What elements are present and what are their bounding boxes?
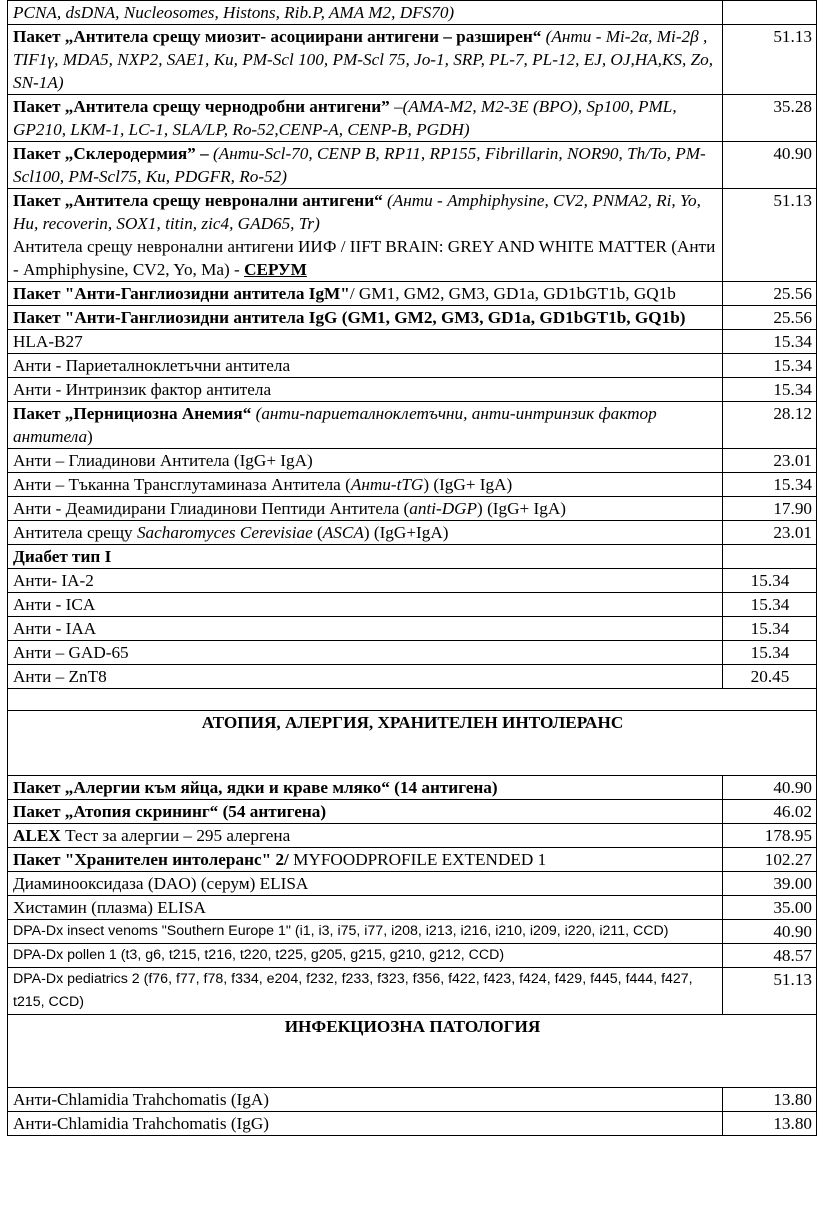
table-row: [8, 776, 817, 800]
text-part: ALEX: [13, 826, 61, 845]
text-part: Анти - Деамидирани Глиадинови Пептиди Антитела (: [13, 499, 410, 518]
text-part: Пакет "Хранителен интолеранс" 2/: [13, 850, 289, 869]
row-text: [8, 497, 723, 521]
table-row: [8, 378, 817, 402]
package-detail: / GM1, GM2, GM3, GD1a, GD1bGT1b, GQ1b: [349, 284, 676, 303]
table-row: [8, 944, 817, 968]
text-part: ) (IgG+ IgA): [477, 499, 566, 518]
row-price: [723, 1, 817, 25]
row-text: Диаминооксидаза (DAO) (серум) ELISA: [8, 872, 723, 896]
row-price: 17.90: [723, 497, 817, 521]
package-detail: –(AMA-M2, M2-3E (BPO), Sp100, PML, GP210, LKM-1, LC-1, SLA/LP, Ro-52,CENP-A, CENP-B, PGDH): [13, 97, 677, 139]
row-text: [8, 824, 723, 848]
spacer-cell: [8, 689, 817, 711]
row-text: PCNA, dsDNA, Nucleosomes, Histons, Rib.P, AMA M2, DFS70): [8, 1, 723, 25]
row-price: 20.45: [723, 665, 817, 689]
group-heading: Диабет тип I: [8, 545, 723, 569]
table-row: [8, 306, 817, 330]
row-text: [8, 95, 723, 142]
table-row: [8, 497, 817, 521]
row-text: HLA-B27: [8, 330, 723, 354]
row-price: 15.34: [723, 569, 817, 593]
table-row: [8, 282, 817, 306]
row-price: 51.13: [723, 189, 817, 282]
row-text: Анти - IAA: [8, 617, 723, 641]
table-row: [8, 617, 817, 641]
row-text: [8, 282, 723, 306]
row-text: Пакет „Алергии към яйца, ядки и краве мляко“ (14 антигена): [8, 776, 723, 800]
row-price: 46.02: [723, 800, 817, 824]
row-text: [8, 189, 723, 282]
row-text: [8, 521, 723, 545]
table-row: [8, 473, 817, 497]
text-part: ASCA: [322, 523, 364, 542]
row-price: 15.34: [723, 617, 817, 641]
row-text: [8, 25, 723, 95]
table-row: [8, 872, 817, 896]
row-text: Анти – ZnT8: [8, 665, 723, 689]
row-text: Анти - Париеталноклетъчни антитела: [8, 354, 723, 378]
row-price: 48.57: [723, 944, 817, 968]
row-text: [8, 473, 723, 497]
row-price: 39.00: [723, 872, 817, 896]
row-price: 13.80: [723, 1088, 817, 1112]
package-detail: (Анти - Mi-2α, Mi-2β , TIF1γ, MDA5, NXP2, SAE1, Ku, PM-Scl 100, PM-Scl 75, Jo-1, SRP, PL-7, PL-12, EJ, OJ,HA,KS, Zo, SN-1A): [13, 27, 714, 92]
package-detail-close: ): [87, 427, 93, 446]
row-price: 23.01: [723, 449, 817, 473]
package-title: Пакет „Пернициозна Анемия“: [13, 404, 252, 423]
text-part: Анти-tTG: [350, 475, 424, 494]
text-part: Анти – Тъканна Трансглутаминаза Антитела (: [13, 475, 351, 494]
row-price: 25.56: [723, 282, 817, 306]
row-price: 102.27: [723, 848, 817, 872]
table-row: [8, 1088, 817, 1112]
table-row: [8, 95, 817, 142]
row-price: 15.34: [723, 378, 817, 402]
table-row: [8, 521, 817, 545]
text-part: Антитела срещу: [13, 523, 137, 542]
section-row: [8, 711, 817, 776]
row-price: 13.80: [723, 1112, 817, 1136]
table-row: [8, 824, 817, 848]
row-price: 178.95: [723, 824, 817, 848]
table-row: [8, 968, 817, 1015]
table-row: [8, 354, 817, 378]
row-price: 51.13: [723, 968, 817, 1015]
row-price: 15.34: [723, 473, 817, 497]
section-row: [8, 1015, 817, 1088]
table-row: [8, 800, 817, 824]
table-row: [8, 1112, 817, 1136]
row-price: 15.34: [723, 593, 817, 617]
row-text: DPA-Dx pollen 1 (t3, g6, t215, t216, t220, t225, g205, g215, g210, g212, CCD): [8, 944, 723, 968]
row-price: 23.01: [723, 521, 817, 545]
package-title: Пакет „Антитела срещу миозит- асоциирани антигени – разширен“: [13, 27, 542, 46]
table-row: [8, 25, 817, 95]
row-text: [8, 402, 723, 449]
text-part: ) (IgG+IgA): [363, 523, 449, 542]
table-row: [8, 449, 817, 473]
row-text: Анти - ICA: [8, 593, 723, 617]
row-price: 40.90: [723, 776, 817, 800]
row-text: Хистамин (плазма) ELISA: [8, 896, 723, 920]
package-detail: (Анти-Scl-70, CENP B, RP11, RP155, Fibrillarin, NOR90, Th/To, PM-Scl100, PM-Scl75, Ku, PDGFR, Ro-52): [13, 144, 706, 186]
row-text: Пакет „Атопия скрининг“ (54 антигена): [8, 800, 723, 824]
package-title: Пакет „Антитела срещу чернодробни антигени”: [13, 97, 390, 116]
row-price: 15.34: [723, 330, 817, 354]
row-price: [723, 545, 817, 569]
text-part: (: [312, 523, 323, 542]
row-price: 15.34: [723, 354, 817, 378]
row-price: 40.90: [723, 920, 817, 944]
table-row: [8, 896, 817, 920]
table-row: [8, 569, 817, 593]
row-text: Анти-Chlamidia Trahchomatis (IgG): [8, 1112, 723, 1136]
text-part: ) (IgG+ IgA): [423, 475, 513, 494]
spacer-row: [8, 689, 817, 711]
row-text: DPA-Dx pediatrics 2 (f76, f77, f78, f334, e204, f232, f233, f323, f356, f422, f423, f424, f429, f445, f444, f427, t215, CCD): [8, 968, 723, 1015]
package-title: Пакет „Антитела срещу невронални антигени“: [13, 191, 383, 210]
table-row: [8, 848, 817, 872]
package-detail: (Анти - Amphiphysine, CV2, PNMA2, Ri, Yo, Hu, recoverin, SOX1, titin, zic4, GAD65, Tr): [13, 191, 701, 233]
row-price: 28.12: [723, 402, 817, 449]
price-table: [7, 0, 817, 1136]
text-part: anti-DGP: [409, 499, 478, 518]
row-price: 40.90: [723, 142, 817, 189]
table-row: [8, 142, 817, 189]
row-text: DPA-Dx insect venoms "Southern Europe 1" (i1, i3, i75, i77, i208, i213, i216, i210, i209, i220, i211, CCD): [8, 920, 723, 944]
table-row: [8, 665, 817, 689]
table-row: [8, 593, 817, 617]
row-text: Анти – Глиадинови Антитела (IgG+ IgA): [8, 449, 723, 473]
table-row: [8, 920, 817, 944]
row-price: 35.00: [723, 896, 817, 920]
text-part: Тест за алергии – 295 алергена: [60, 826, 291, 845]
row-text: Пакет "Анти-Ганглиозидни антитела IgG (GM1, GM2, GM3, GD1a, GD1bGT1b, GQ1b): [8, 306, 723, 330]
table-row: [8, 330, 817, 354]
row-text: Анти - Интринзик фактор антитела: [8, 378, 723, 402]
package-title: Пакет "Анти-Ганглиозидни антитела IgM": [13, 284, 350, 303]
section-heading-infect: ИНФЕКЦИОЗНА ПАТОЛОГИЯ: [8, 1015, 817, 1088]
package-detail: (анти-париеталноклетъчни, анти-интринзик фактор антитела: [13, 404, 657, 446]
text-part: Sacharomyces Cerevisiae: [136, 523, 313, 542]
row-text: Анти- IA-2: [8, 569, 723, 593]
table-row: [8, 641, 817, 665]
table-row: [8, 402, 817, 449]
row-price: 15.34: [723, 641, 817, 665]
section-heading-atopy: АТОПИЯ, АЛЕРГИЯ, ХРАНИТЕЛЕН ИНТОЛЕРАНС: [8, 711, 817, 776]
table-row: [8, 189, 817, 282]
package-line2: Антитела срещу невронални антигени ИИФ / IIFT BRAIN: GREY AND WHITE MATTER (Анти - Amphiphysine, CV2, Yo, Ma) -: [13, 237, 716, 279]
text-part: MYFOODPROFILE EXTENDED 1: [288, 850, 547, 869]
serum-label: СЕРУМ: [244, 260, 307, 279]
row-price: 51.13: [723, 25, 817, 95]
package-title: Пакет „Склеродермия” –: [13, 144, 209, 163]
row-text: Анти-Chlamidia Trahchomatis (IgA): [8, 1088, 723, 1112]
row-text: [8, 142, 723, 189]
row-price: 35.28: [723, 95, 817, 142]
row-price: 25.56: [723, 306, 817, 330]
row-text: [8, 848, 723, 872]
row-text: Анти – GAD-65: [8, 641, 723, 665]
table-row: [8, 1, 817, 25]
table-row: [8, 545, 817, 569]
